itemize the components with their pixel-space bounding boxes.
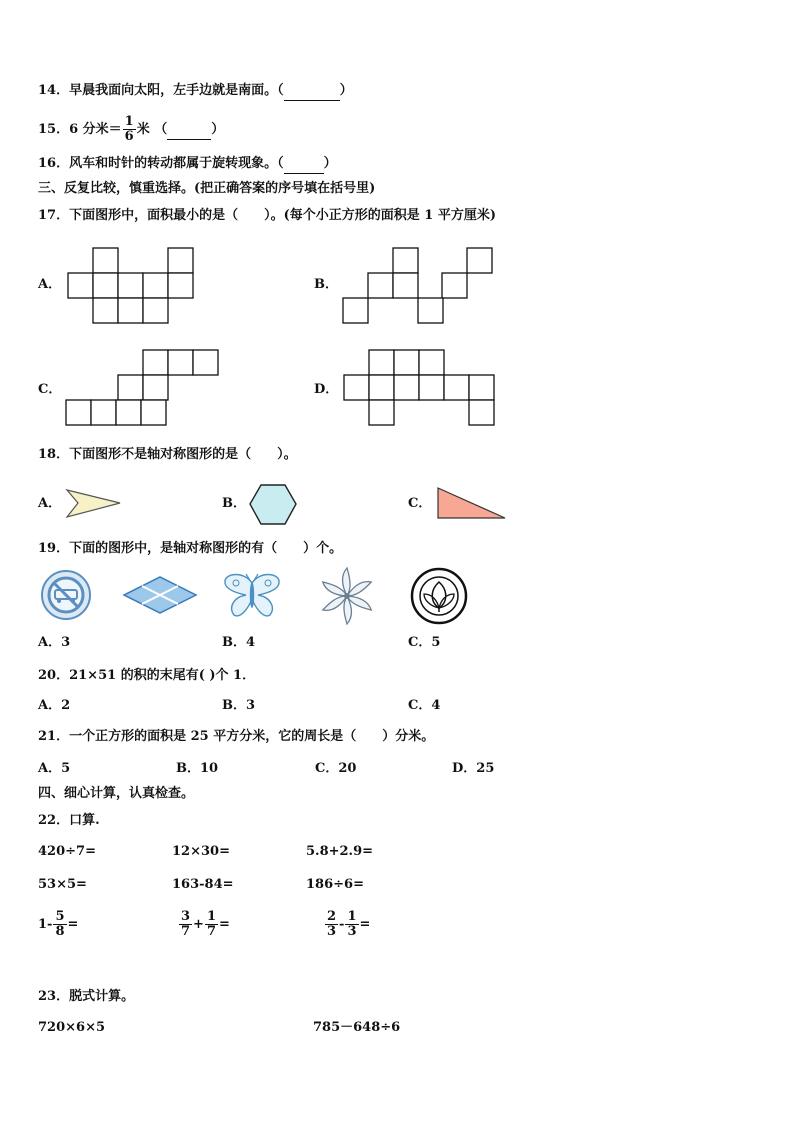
equals: = [67, 917, 79, 932]
fraction [179, 910, 192, 939]
q21-option-c[interactable]: C．20 [315, 761, 357, 776]
q16-text: 16．风车和时针的转动都属于旋转现象。（ [38, 156, 284, 171]
q17-figure-b [343, 248, 492, 323]
q19-option-a[interactable]: A．3 [38, 635, 71, 650]
q18-option-c-label: C． [408, 496, 432, 511]
fraction-num: 2 [327, 909, 337, 924]
q17-figure-c [66, 350, 218, 425]
q14-close: ） [339, 83, 353, 98]
fraction-den: 7 [181, 924, 191, 939]
q15-frac-num: 1 [124, 114, 134, 129]
question-19: 19．下面的图形中，是轴对称图形的有（ ）个。 [38, 541, 343, 556]
q22-item: 5.8+2.9= [306, 844, 374, 859]
q14-text: 14．早晨我面向太阳，左手边就是南面。（ [38, 83, 284, 98]
fraction [53, 910, 66, 939]
question-23: 23．脱式计算。 [38, 989, 135, 1004]
q22-fraction-item-1 [38, 910, 78, 939]
leaf-emblem-icon[interactable] [410, 568, 468, 624]
fraction-den: 3 [327, 924, 337, 939]
q18-right-triangle-shape[interactable] [437, 487, 509, 521]
q17-figure-d [344, 350, 494, 425]
q19-option-c[interactable]: C．5 [408, 635, 441, 650]
fraction-den: 8 [55, 924, 65, 939]
q22-item: 12×30= [172, 844, 230, 859]
fraction [205, 910, 218, 939]
equals: = [219, 917, 230, 932]
q22-item: 53×5= [38, 877, 87, 892]
fraction-num: 1 [206, 909, 216, 924]
question-18: 18．下面图形不是轴对称图形的是（ ）。 [38, 447, 297, 462]
fraction [325, 910, 338, 939]
q20-option-a[interactable]: A．2 [38, 698, 71, 713]
pinwheel-flower-icon[interactable] [316, 566, 378, 626]
question-20: 20．21×51 的积的末尾有( )个 1． [38, 668, 256, 683]
q22-item: 420÷7= [38, 844, 96, 859]
q23-item-1: 720×6×5 [38, 1020, 106, 1035]
q22-item: 186÷6= [306, 877, 364, 892]
q17-option-b-label: B． [314, 277, 338, 292]
q18-hexagon-shape[interactable] [248, 484, 298, 526]
q21-option-d[interactable]: D．25 [452, 761, 495, 776]
fraction-num: 1 [347, 909, 357, 924]
fraction [345, 910, 358, 939]
q22-fraction-item-3 [324, 910, 370, 939]
q18-option-a-label: A． [38, 496, 62, 511]
q17-option-d-label: D． [314, 382, 339, 397]
q17-option-a-label: A． [38, 277, 62, 292]
q22-item: 163-84= [172, 877, 234, 892]
q20-option-c[interactable]: C．4 [408, 698, 441, 713]
q15-close: ） [211, 122, 225, 137]
fraction-den: 7 [206, 924, 216, 939]
fraction-num: 3 [181, 909, 191, 924]
q16-close: ） [323, 156, 337, 171]
fraction-den: 3 [347, 924, 357, 939]
fraction-num: 5 [55, 909, 65, 924]
equals: = [359, 917, 371, 932]
question-21: 21．一个正方形的面积是 25 平方分米，它的周长是（ ）分米。 [38, 729, 435, 744]
section-4-heading: 四、细心计算，认真检查。 [38, 786, 195, 801]
rhombus-tiles-icon[interactable] [122, 575, 198, 615]
q21-option-b[interactable]: B．10 [176, 761, 219, 776]
q17-option-c-label: C． [38, 382, 62, 397]
q21-option-a[interactable]: A．5 [38, 761, 71, 776]
q18-arrow-shape[interactable] [66, 489, 122, 519]
no-vehicle-sign-icon[interactable] [40, 570, 92, 620]
question-17: 17．下面图形中，面积最小的是（ ）。(每个小正方形的面积是 1 平方厘米) [38, 208, 496, 223]
operator: + [193, 917, 204, 932]
q22-fraction-item-2 [178, 910, 230, 939]
q15-unit: 米 （ [136, 122, 168, 137]
q15-text: 15．6 分米＝ [38, 122, 122, 137]
butterfly-icon[interactable] [222, 571, 282, 619]
q15-frac-den: 6 [124, 129, 134, 144]
q22-f1-prefix: 1- [38, 917, 53, 932]
q19-option-b[interactable]: B．4 [222, 635, 256, 650]
section-3-heading: 三、反复比较，慎重选择。(把正确答案的序号填在括号里) [38, 181, 376, 196]
q18-option-b-label: B． [222, 496, 246, 511]
operator: - [339, 917, 345, 932]
question-22: 22．口算. [38, 813, 100, 828]
q20-option-b[interactable]: B．3 [222, 698, 256, 713]
q23-item-2: 785－648÷6 [313, 1020, 401, 1035]
